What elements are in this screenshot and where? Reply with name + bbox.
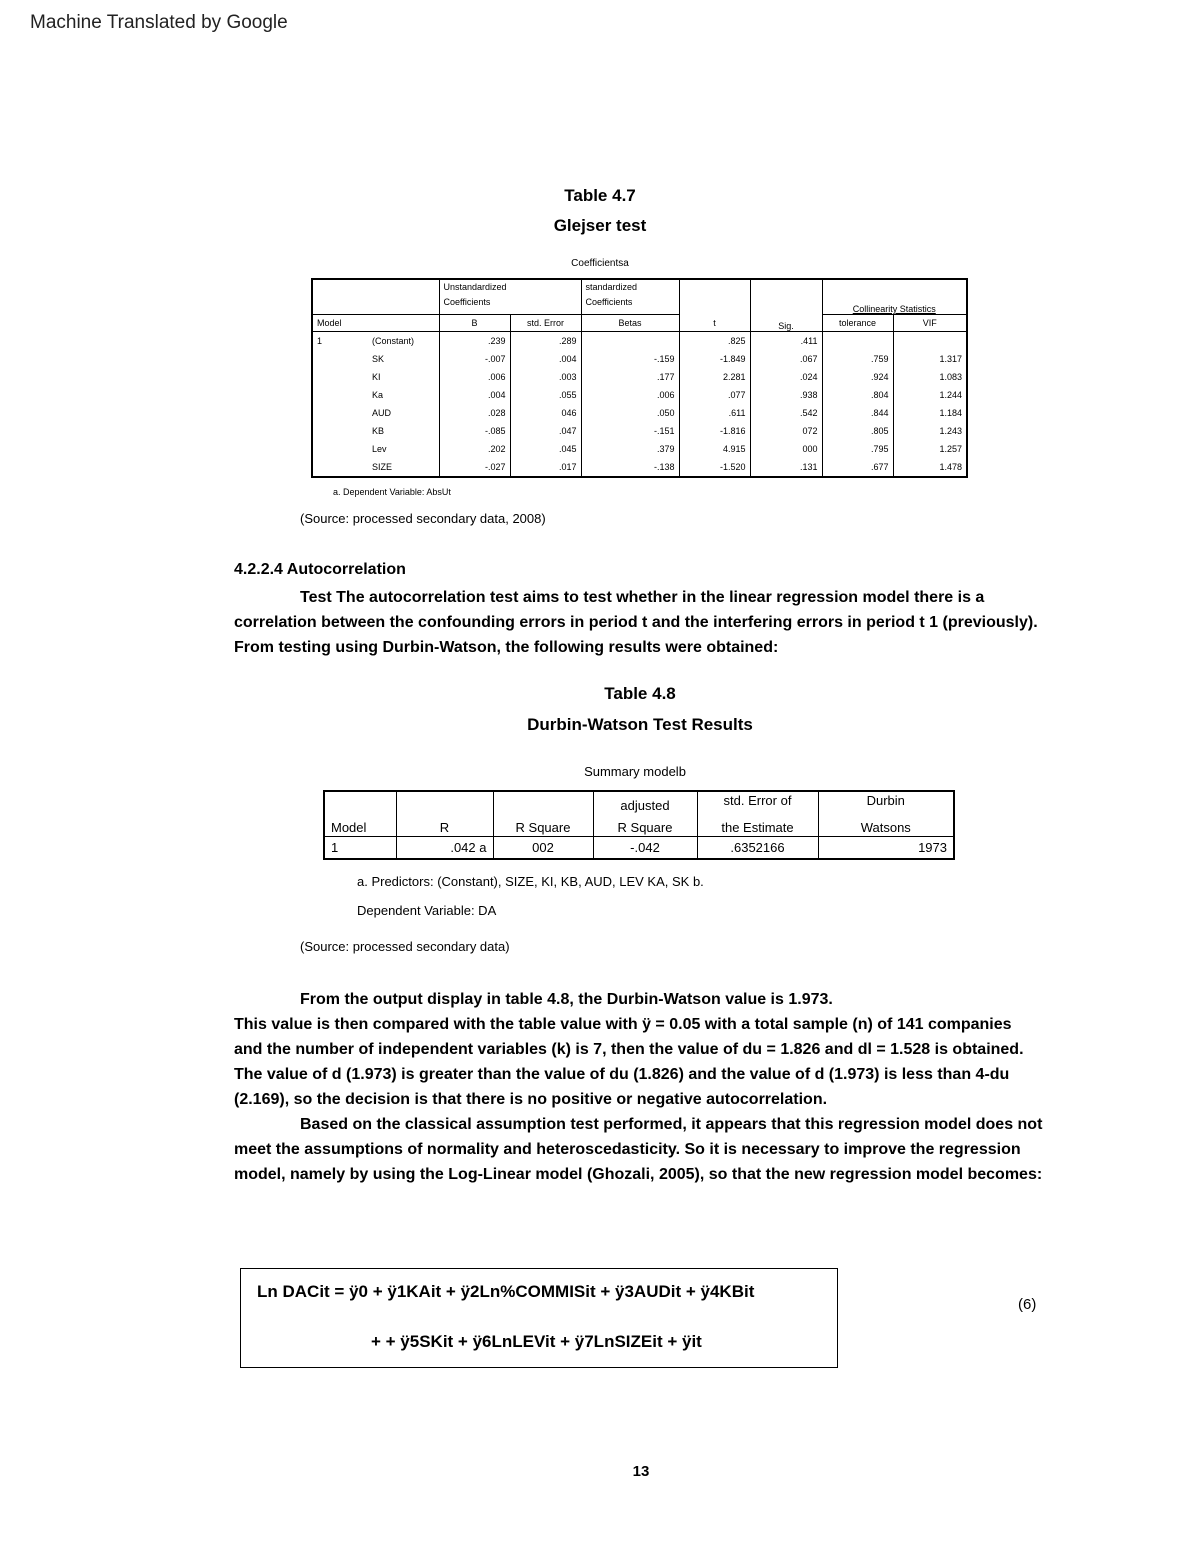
cell-vif: 1.478 <box>939 462 963 472</box>
cell-t: -1.520 <box>679 458 750 477</box>
cell-beta: -.159 <box>581 350 679 368</box>
table-4-8-footnote-b: Dependent Variable: DA <box>357 903 497 918</box>
cell-b: .239 <box>439 332 510 351</box>
cell-se: 046 <box>510 404 581 422</box>
table-4-7-source: (Source: processed secondary data, 2008) <box>300 511 546 526</box>
table-row <box>312 440 967 458</box>
cell-beta: .050 <box>581 404 679 422</box>
unstd-line2: Coefficients <box>443 297 491 307</box>
var-name: Lev <box>368 440 439 458</box>
col-r-square: R Square <box>493 791 593 837</box>
cell-sig: 072 <box>750 422 822 440</box>
table-4-7-subtitle: Glejser test <box>553 216 647 235</box>
col-tolerance: tolerance <box>822 315 893 332</box>
standardized-header <box>581 279 679 315</box>
col-adjusted-line2: R Square <box>593 814 697 837</box>
table-row <box>312 350 967 368</box>
col-std-error-line1: std. Error of <box>697 791 818 814</box>
t-header-blank <box>679 279 750 315</box>
cell-t: .611 <box>679 404 750 422</box>
collinearity-header: Collinearity Statistics <box>852 304 936 314</box>
cell-sig: .938 <box>750 386 822 404</box>
cell-vif: 1.083 <box>939 372 963 382</box>
paragraph-text: Based on the classical assumption test performed, it appears that this regression model does not meet the assumptions of normality and heteroscedasticity. So it is necessary to improve the regression model, namely by using the Log-Linear model (Ghozali, 2005), so that the new regression model becomes: <box>234 1116 1043 1183</box>
table-row <box>312 368 967 386</box>
table-row <box>312 422 967 440</box>
model-blank <box>312 440 368 458</box>
table-4-7-caption: Table 4.7 <box>564 186 636 205</box>
cell-se: .047 <box>510 422 581 440</box>
cell-beta: -.151 <box>581 422 679 440</box>
cell-sig: .067 <box>750 350 822 368</box>
cell-model: 1 <box>324 837 396 859</box>
durbin-watson-table <box>323 790 955 860</box>
section-heading: 4.2.2.4 Autocorrelation <box>234 561 406 578</box>
machine-translation-watermark: Machine Translated by Google <box>30 12 288 33</box>
cell-beta: .006 <box>581 386 679 404</box>
col-sig: Sig. <box>750 315 822 332</box>
table-4-8-subtitle: Durbin-Watson Test Results <box>527 715 753 734</box>
cell-rsq: 002 <box>493 837 593 859</box>
cell-sig: .542 <box>750 404 822 422</box>
cell-vif: 1.244 <box>939 390 963 400</box>
cell-vif: 1.257 <box>939 444 963 454</box>
model-blank <box>312 350 368 368</box>
equation-number: (6) <box>1018 1296 1037 1313</box>
cell-tol: .677 <box>822 458 893 477</box>
cell-beta: .379 <box>581 440 679 458</box>
cell-tol <box>822 332 893 351</box>
cell-dw: 1973 <box>818 837 954 859</box>
model-blank <box>312 404 368 422</box>
cell-b: .006 <box>439 368 510 386</box>
cell-se: .017 <box>510 458 581 477</box>
var-name: SIZE <box>368 458 439 477</box>
var-name: SK <box>368 350 439 368</box>
cell-b: .004 <box>439 386 510 404</box>
table-row <box>324 837 954 859</box>
model-blank <box>312 368 368 386</box>
page-number: 13 <box>632 1463 650 1480</box>
cell-t: -1.849 <box>679 350 750 368</box>
cell-t: 2.281 <box>679 368 750 386</box>
col-std-error: std. Error <box>510 315 581 332</box>
table-4-7-inner-title: Coefficientsa <box>571 258 629 269</box>
cell-se: .004 <box>510 350 581 368</box>
unstandardized-header <box>439 279 581 315</box>
table-row <box>312 404 967 422</box>
cell-t: -1.816 <box>679 422 750 440</box>
cell-se: .055 <box>510 386 581 404</box>
col-durbin-line1: Durbin <box>866 793 905 808</box>
cell-tol: .759 <box>822 350 893 368</box>
cell-tol: .844 <box>822 404 893 422</box>
body-paragraphs <box>234 987 1044 1187</box>
cell-beta <box>581 332 679 351</box>
cell-b: .028 <box>439 404 510 422</box>
std-line2: Coefficients <box>585 297 633 307</box>
table-4-8-source: (Source: processed secondary data) <box>300 939 510 954</box>
equation-line-1: Ln DACit = ÿ0 + ÿ1KAit + ÿ2Ln%COMMISit + ÿ3AUDit + ÿ4KBit <box>257 1282 755 1301</box>
model-blank <box>312 458 368 477</box>
sig-header-blank <box>750 279 822 315</box>
table-row <box>312 332 967 351</box>
cell-sig: .024 <box>750 368 822 386</box>
table-4-8-footnote-a: a. Predictors: (Constant), SIZE, KI, KB, AUD, LEV KA, SK b. <box>357 874 704 889</box>
cell-tol: .804 <box>822 386 893 404</box>
col-durbin-line2: Watsons <box>860 820 911 835</box>
equation-box <box>240 1268 838 1368</box>
paragraph-text: Test The autocorrelation test aims to test whether in the linear regression model there is a correlation between the confounding errors in period t and the interfering errors in period t 1 (previously). From testing using Durbin-Watson, the following results were obtained: <box>234 589 1038 656</box>
model-blank <box>312 422 368 440</box>
cell-tol: .805 <box>822 422 893 440</box>
col-std-error-line2: the Estimate <box>697 814 818 837</box>
var-name: KI <box>368 368 439 386</box>
col-t: t <box>679 315 750 332</box>
var-name: Ka <box>368 386 439 404</box>
cell-b: -.027 <box>439 458 510 477</box>
cell-t: .077 <box>679 386 750 404</box>
cell-se: .6352166 <box>697 837 818 859</box>
cell-tol: .924 <box>822 368 893 386</box>
autocorrelation-paragraph <box>234 585 1044 660</box>
cell-b: .202 <box>439 440 510 458</box>
cell-vif: 1.317 <box>939 354 963 364</box>
var-name: KB <box>368 422 439 440</box>
cell-sig: .411 <box>750 332 822 351</box>
std-line1: standardized <box>585 282 638 292</box>
cell-vif: 1.243 <box>939 426 963 436</box>
cell-b: -.085 <box>439 422 510 440</box>
cell-beta: -.138 <box>581 458 679 477</box>
cell-se: .003 <box>510 368 581 386</box>
col-betas: Betas <box>581 315 679 332</box>
table-4-7-footnote: a. Dependent Variable: AbsUt <box>333 487 451 497</box>
cell-se: .289 <box>510 332 581 351</box>
model-number: 1 <box>317 336 323 346</box>
paragraph-text: This value is then compared with the table value with ÿ = 0.05 with a total sample (n) of 141 companies and the number of independent variables (k) is 7, then the value of du = 1.826 and dl = 1.528 is obtained. The value of d (1.973) is greater than the value of du (1.826) and the value of d (1.973) is less than 4-du (2.169), so the decision is that there is no positive or negative autocorrelation. <box>234 1016 1024 1108</box>
table-row <box>312 386 967 404</box>
cell-t: .825 <box>679 332 750 351</box>
cell-vif <box>893 332 967 351</box>
col-vif: VIF <box>893 315 967 332</box>
glejser-coefficients-table <box>311 278 968 478</box>
cell-sig: .131 <box>750 458 822 477</box>
cell-sig: 000 <box>750 440 822 458</box>
table-row <box>312 458 967 477</box>
model-header-blank <box>312 279 439 315</box>
unstd-line1: Unstandardized <box>443 282 507 292</box>
col-model: Model <box>324 791 396 837</box>
equation-line-2: + + ÿ5SKit + ÿ6LnLEVit + ÿ7LnSIZEit + ÿit <box>371 1332 702 1351</box>
cell-b: -.007 <box>439 350 510 368</box>
col-model: Model <box>312 315 439 332</box>
var-name: (Constant) <box>368 332 439 351</box>
paragraph-line: From the output display in table 4.8, the Durbin-Watson value is 1.973. <box>300 991 833 1008</box>
var-name: AUD <box>368 404 439 422</box>
cell-r: .042 a <box>396 837 493 859</box>
table-4-8-caption: Table 4.8 <box>604 684 676 703</box>
cell-se: .045 <box>510 440 581 458</box>
col-adjusted-line1: adjusted <box>593 791 697 814</box>
cell-beta: .177 <box>581 368 679 386</box>
cell-tol: .795 <box>822 440 893 458</box>
cell-vif: 1.184 <box>939 408 963 418</box>
cell-adj: -.042 <box>593 837 697 859</box>
model-blank <box>312 386 368 404</box>
cell-t: 4.915 <box>679 440 750 458</box>
col-r: R <box>396 791 493 837</box>
col-b: B <box>439 315 510 332</box>
table-4-8-inner-title: Summary modelb <box>584 764 686 779</box>
